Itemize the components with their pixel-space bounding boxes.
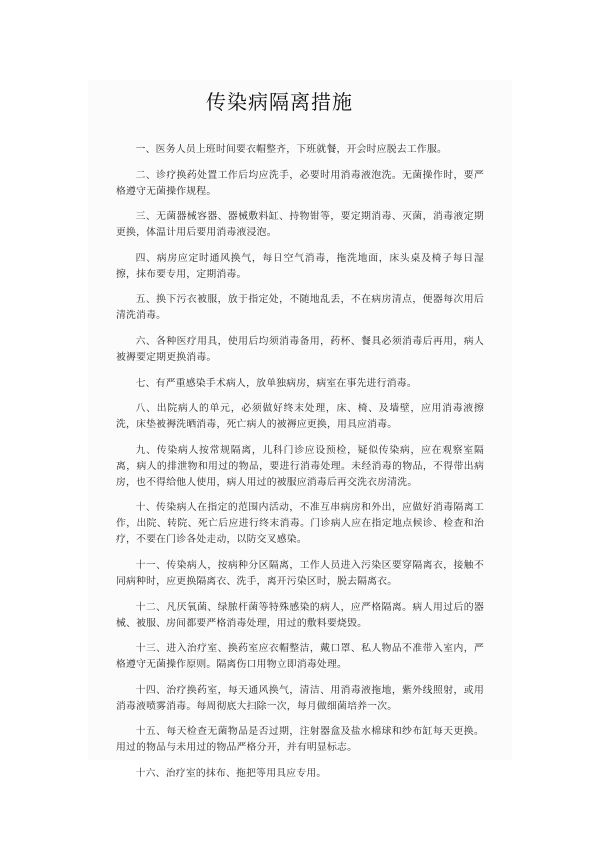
- clause-5: 五、换下污衣被服，放于指定处，不随地乱丢，不在病房清点，便器每次用后清洗消毒。: [116, 294, 484, 322]
- clause-12: 十二、凡厌氧菌、绿脓杆菌等特殊感染的病人，应严格隔离。病人用过后的器械、被服、房间都要严格消毒处理，用过的敷料要烧毁。: [116, 601, 484, 629]
- clause-3: 三、无菌器械容器、器械敷料缸、持物钳等，要定期消毒、灭菌，消毒液定期更换，体温计用后要用消毒液浸泡。: [116, 211, 484, 239]
- clause-10: 十、传染病人在指定的范围内活动，不准互串病房和外出，应做好消毒隔离工作，出院、转院、死亡后应进行终末消毒。门诊病人应在指定地点候诊、检查和治疗，不要在门诊各处走动，以防交叉感染。: [116, 502, 484, 546]
- document-page: [88, 80, 512, 779]
- clause-1: 一、医务人员上班时间要衣帽整齐，下班就餐，开会时应脱去工作服。: [135, 144, 448, 155]
- clause-4: 四、病房应定时通风换气，每日空气消毒，拖洗地面，床头桌及椅子每日湿擦，抹布要专用，定期消毒。: [116, 252, 484, 280]
- clause-9: 九、传染病人按常规隔离，儿科门诊应设预检，疑似传染病，应在观察室隔离，病人的排泄物和用过的物品，要进行消毒处理。未经消毒的物品，不得带出病房，也不得给他人使用，病人用过的被服应消毒后再交洗衣房清洗。: [116, 444, 484, 488]
- clause-11: 十一、传染病人，按病种分区隔离，工作人员进入污染区要穿隔离衣，接触不同病种时，应更换隔离衣、洗手，离开污染区时，脱去隔离衣。: [116, 559, 484, 587]
- document-title: 传染病隔离措施: [206, 90, 353, 114]
- clause-15: 十五、每天检查无菌物品是否过期，注射器盒及盐水棉球和纱布缸每天更换。用过的物品与未用过的物品严格分开，并有明显标志。: [116, 726, 484, 754]
- clause-7: 七、有严重感染手术病人，放单独病房，病室在事先进行消毒。: [135, 377, 417, 389]
- clause-2: 二、诊疗换药处置工作后均应洗手，必要时用消毒液泡洗。无菌操作时，要严格遵守无菌操作规程。: [116, 169, 484, 197]
- clause-list: [116, 142, 484, 792]
- clause-14: 十四、治疗换药室，每天通风换气，清洁、用消毒液拖地，紫外线照射，或用消毒液喷雾消毒。每周彻底大扫除一次，每月做细菌培养一次。: [116, 684, 484, 712]
- clause-6: 六、各种医疗用具，使用后均须消毒备用，药杯、餐具必须消毒后再用，病人被褥要定期更换消毒。: [116, 335, 484, 363]
- clause-8: 八、出院病人的单元，必须做好终末处理，床、椅、及墙壁，应用消毒液擦洗，床垫被褥洗晒消毒，死亡病人的被褥应更换，用具应消毒。: [116, 403, 484, 431]
- clause-13: 十三、进入治疗室、换药室应衣帽整洁，戴口罩、私人物品不准带入室内，严格遵守无菌操作原则。隔离伤口用物立即消毒处理。: [116, 643, 484, 671]
- clause-16: 十六、治疗室的抹布、拖把等用具应专用。: [135, 767, 327, 779]
